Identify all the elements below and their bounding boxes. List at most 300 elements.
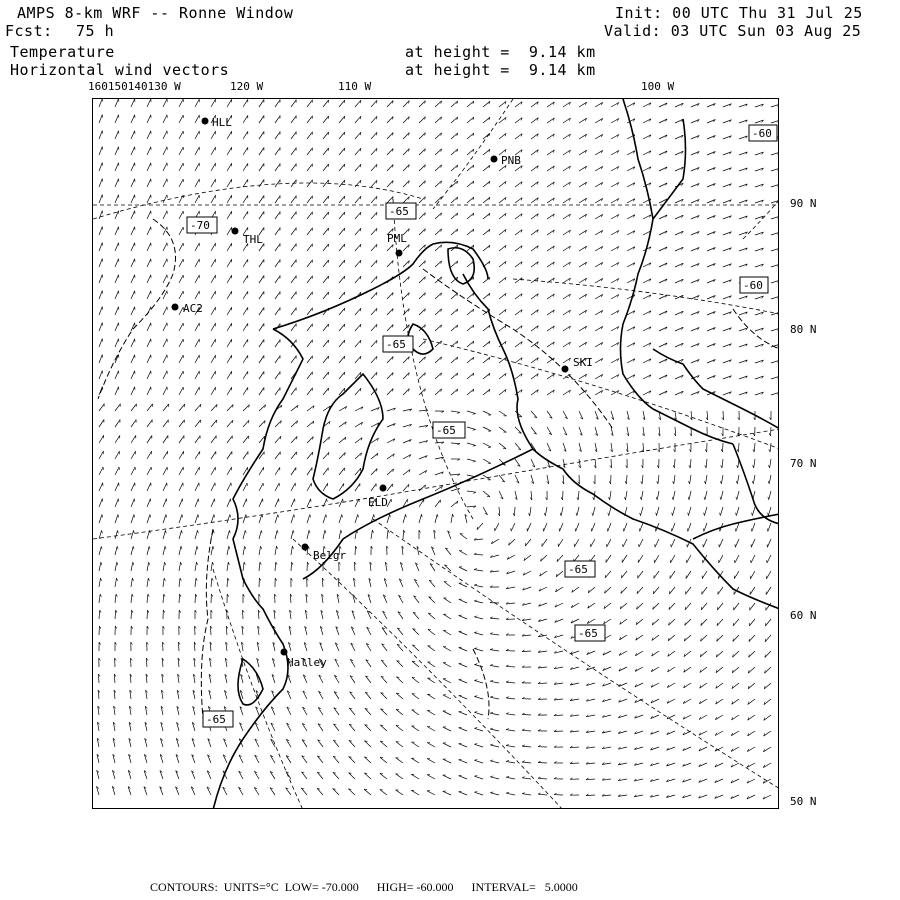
wind-vector (734, 571, 739, 579)
wind-vector (765, 619, 771, 626)
wind-vector (451, 373, 458, 379)
wind-vector-head (149, 546, 150, 549)
wind-vector (684, 651, 691, 657)
wind-vector (689, 491, 691, 500)
wind-vector (291, 260, 296, 267)
wind-vector-head (117, 546, 118, 549)
wind-vector (291, 452, 297, 459)
wind-vector (131, 291, 135, 299)
wind-vector (259, 148, 264, 156)
wind-vector-head (753, 465, 754, 468)
wind-vector-head (768, 497, 769, 500)
lat-label: 90 N (790, 197, 817, 210)
wind-vector (243, 99, 248, 107)
wind-vector (427, 759, 435, 763)
wind-vector (99, 259, 102, 267)
wind-vector (259, 276, 264, 284)
wind-vector (115, 387, 119, 395)
wind-vector (459, 615, 467, 619)
wind-vector (211, 546, 213, 555)
wind-vector (490, 713, 499, 715)
wind-vector (499, 411, 507, 416)
wind-vector (291, 530, 293, 539)
wind-vector-head (474, 680, 477, 681)
wind-vector (419, 373, 425, 379)
wind-vector (339, 530, 341, 539)
wind-vector-head (181, 546, 182, 549)
wind-vector (687, 555, 691, 563)
wind-vector (474, 776, 483, 779)
wind-vector (259, 515, 262, 524)
wind-vector (371, 469, 377, 476)
wind-vector (243, 291, 248, 299)
wind-vector (323, 356, 329, 363)
wind-vector (147, 371, 151, 379)
contour-label: -60 (752, 127, 772, 140)
wind-vector (371, 164, 377, 171)
wind-vector (99, 562, 101, 571)
wind-vector (443, 775, 451, 779)
wind-vector-head (228, 562, 229, 565)
wind-vector (704, 507, 707, 516)
wind-vector (195, 355, 199, 363)
wind-vector-head (474, 760, 477, 761)
wind-vector (195, 339, 199, 347)
wind-vector (685, 619, 691, 625)
wind-vector (733, 635, 739, 642)
wind-vector (643, 443, 644, 452)
wind-vector (380, 757, 387, 763)
wind-vector (560, 523, 564, 531)
meridian-line (373, 519, 779, 789)
wind-vector (179, 371, 183, 379)
wind-vector (131, 243, 135, 251)
wind-vector (243, 515, 246, 524)
wind-vector (195, 404, 201, 411)
wind-vector (275, 340, 280, 347)
wind-vector (131, 499, 134, 507)
wind-vector (443, 679, 451, 683)
wind-vector (355, 308, 361, 315)
wind-vector (767, 571, 772, 579)
wind-vector (381, 676, 387, 683)
wind-vector-head (459, 743, 462, 744)
contour-line (98, 219, 176, 399)
wind-vector-head (437, 514, 438, 517)
wind-vector (652, 619, 659, 625)
wind-vector (419, 149, 425, 155)
wind-vector (443, 743, 451, 747)
wind-vector (413, 612, 419, 619)
wind-vector (322, 578, 323, 587)
wind-vector (227, 355, 232, 363)
wind-vector (179, 562, 181, 571)
wind-vector (115, 195, 119, 203)
wind-vector (131, 323, 135, 331)
wind-vector-head (278, 515, 279, 518)
wind-vector-head (768, 481, 769, 484)
wind-vector (467, 491, 476, 492)
wind-vector (115, 515, 118, 524)
wind-vector (588, 587, 595, 593)
wind-vector (339, 164, 345, 171)
wind-vector (243, 179, 248, 187)
wind-vector (690, 475, 691, 484)
wind-vector-head (102, 99, 103, 102)
wind-vector (754, 443, 755, 452)
wind-vector (323, 276, 329, 283)
wind-vector (530, 507, 531, 516)
wind-vector (499, 475, 505, 482)
wind-vector-head (198, 499, 199, 502)
wind-vector (227, 371, 232, 379)
parallel-line (93, 183, 423, 219)
wind-vector (657, 507, 660, 516)
wind-vector-head (102, 515, 103, 518)
contour-line (423, 269, 613, 429)
wind-vector (355, 116, 361, 123)
wind-vector (483, 411, 491, 415)
wind-vector (307, 499, 311, 507)
wind-vector (291, 324, 296, 331)
wind-vector-head (474, 584, 477, 585)
wind-vector (636, 619, 643, 625)
wind-vector (752, 523, 755, 531)
wind-vector (387, 117, 393, 124)
wind-vector (655, 539, 659, 547)
wind-vector (703, 539, 707, 547)
wind-vector (490, 777, 499, 779)
wind-vector (765, 667, 772, 673)
wind-vector (163, 530, 166, 539)
wind-vector (429, 580, 435, 587)
wind-vector (654, 571, 659, 578)
wind-vector (428, 662, 435, 667)
wind-vector (147, 179, 151, 187)
wind-vector (506, 666, 515, 667)
wind-vector (323, 468, 328, 475)
wind-vector (99, 546, 101, 555)
wind-vector (275, 164, 280, 171)
wind-vector (195, 515, 198, 524)
wind-vector (291, 292, 296, 299)
wind-vector (371, 132, 377, 139)
wind-vector (243, 131, 248, 139)
wind-vector (387, 357, 393, 364)
wind-vector (443, 647, 451, 651)
wind-vector (506, 698, 515, 699)
wind-vector (99, 594, 100, 603)
wind-vector-head (102, 179, 103, 182)
contour-label: -65 (436, 424, 456, 437)
station-label: SKI (573, 356, 593, 369)
wind-vector (704, 523, 707, 531)
wind-vector (259, 180, 264, 188)
wind-vector (412, 742, 420, 747)
wind-vector (275, 308, 280, 315)
wind-vector (474, 554, 483, 555)
wind-vector (131, 355, 135, 363)
model-title: AMPS 8-km WRF -- Ronne Window (17, 4, 294, 22)
wind-vector (490, 745, 499, 747)
wind-vector-head (102, 339, 103, 342)
wind-vector (275, 562, 276, 571)
wind-vector-head (473, 492, 476, 493)
wind-vector (620, 603, 627, 609)
wind-vector (243, 546, 245, 555)
wind-vector (227, 99, 232, 107)
station-label: Halley (287, 656, 327, 669)
wind-vector (163, 307, 167, 315)
wind-vector (339, 468, 345, 475)
wind-vector-head (656, 497, 657, 500)
wind-vector (307, 388, 313, 395)
wind-vector (323, 196, 329, 203)
wind-vector (323, 340, 329, 347)
station-label: ELD (368, 496, 388, 509)
wind-vector (355, 514, 358, 523)
wind-vector (275, 260, 280, 267)
wind-vector (403, 149, 409, 155)
wind-vector (243, 452, 248, 459)
wind-vector (538, 763, 547, 764)
wind-vector (147, 131, 151, 139)
wind-vector-head (506, 729, 509, 730)
wind-vector (750, 571, 755, 579)
wind-vector (323, 164, 329, 171)
wind-vector-head (134, 530, 135, 533)
wind-vector (99, 499, 102, 507)
wind-vector (380, 741, 387, 747)
wind-vector (459, 599, 467, 603)
wind-vector (467, 325, 474, 331)
wind-vector (259, 421, 265, 428)
wind-vector (576, 523, 579, 531)
wind-vector (688, 507, 691, 516)
wind-vector-head (164, 578, 165, 581)
wind-vector (195, 530, 198, 539)
wind-vector (227, 420, 233, 427)
wind-vector (490, 650, 499, 651)
wind-vector (307, 132, 313, 139)
wind-vector (163, 195, 167, 203)
wind-vector (768, 507, 771, 516)
wind-vector (291, 468, 296, 476)
wind-vector (131, 99, 135, 107)
contour-label: -65 (568, 563, 588, 576)
wind-vector (706, 459, 707, 468)
wind-vector (291, 212, 296, 219)
wind-vector-head (459, 679, 462, 680)
wind-vector (474, 570, 483, 571)
contour-label: -65 (206, 713, 226, 726)
wind-vector-head (609, 497, 610, 500)
wind-vector (339, 100, 345, 107)
wind-vector (467, 101, 474, 107)
wind-vector (259, 546, 261, 555)
contour-label: -60 (743, 279, 763, 292)
wind-vector (195, 195, 199, 203)
wind-vector-head (148, 578, 149, 581)
wind-vector (259, 340, 264, 348)
wind-vector (364, 789, 371, 795)
wind-vector-head (166, 515, 167, 518)
wind-vector (769, 491, 771, 500)
wind-vector (672, 523, 675, 531)
wind-vector (115, 483, 119, 491)
wind-vector-head (102, 323, 103, 326)
wind-vector (419, 133, 425, 139)
wind-vector (115, 115, 119, 123)
wind-vector (483, 149, 490, 155)
wind-vector-head (703, 528, 704, 531)
wind-vector (609, 507, 611, 516)
wind-vector (115, 179, 119, 187)
wind-vector (227, 323, 232, 331)
wind-vector (574, 539, 579, 547)
wind-vector-head (134, 515, 135, 518)
wind-vector (339, 453, 345, 460)
wind-vector (227, 436, 232, 443)
wind-vector (767, 539, 771, 547)
wind-vector-head (639, 528, 640, 531)
wind-vector (387, 165, 393, 172)
wind-vector (403, 133, 409, 139)
wind-vector-head (623, 528, 624, 531)
wind-vector (291, 483, 295, 491)
wind-vector (195, 291, 199, 299)
wind-vector (654, 555, 659, 563)
wind-vector-head (294, 515, 295, 518)
wind-vector-head (474, 712, 477, 713)
wind-vector (459, 792, 467, 795)
lat-labels (780, 0, 900, 900)
wind-vector (259, 405, 266, 411)
wind-vector-head (118, 515, 119, 518)
peninsula-coast (733, 444, 779, 524)
wind-vector-head (277, 530, 278, 533)
wind-vector-head (490, 649, 493, 650)
wind-vector (163, 355, 167, 363)
wind-vector-head (592, 513, 593, 516)
wind-vector (195, 594, 196, 603)
wind-vector (163, 483, 167, 491)
wind-vector (307, 292, 313, 299)
wind-vector (323, 452, 329, 459)
wind-vector (99, 578, 101, 587)
wind-vector (323, 260, 329, 267)
wind-vector (381, 693, 387, 699)
wind-vector-head (768, 513, 769, 516)
meridian-line (213, 569, 303, 809)
wind-vector-head (490, 776, 493, 777)
wind-vector (387, 245, 393, 252)
wind-vector (355, 132, 361, 139)
station-dot (491, 156, 498, 163)
wind-vector (227, 452, 232, 460)
wind-vector (477, 523, 483, 530)
peninsula-coast (653, 119, 686, 219)
wind-vector (459, 551, 467, 555)
wind-vector (419, 101, 425, 107)
wind-vector (323, 499, 327, 507)
wind-vector (163, 243, 167, 251)
wind-vector-head (544, 513, 545, 516)
wind-vector (451, 514, 453, 523)
lat-label: 80 N (790, 323, 817, 336)
wind-vector (403, 389, 409, 395)
wind-vector-head (459, 663, 462, 664)
station-dot (202, 118, 209, 125)
wind-vector (419, 229, 425, 235)
wind-vector-head (101, 562, 102, 565)
wind-vector (163, 339, 167, 347)
wind-vector (738, 443, 739, 452)
wind-vector (307, 116, 313, 123)
wind-vector (131, 530, 134, 539)
wind-vector (275, 148, 280, 155)
wind-vector (179, 436, 184, 443)
wind-vector (307, 356, 313, 363)
wind-vector (427, 743, 435, 747)
wind-vector (317, 772, 323, 779)
wind-vector (626, 491, 628, 500)
coastline-west (213, 329, 303, 809)
wind-vector-head (506, 776, 509, 777)
wind-vector (474, 728, 483, 731)
wind-vector (412, 726, 419, 731)
wind-vector (764, 683, 771, 689)
wind-vector (99, 355, 102, 363)
wind-vector (490, 665, 499, 667)
wind-vector-head (473, 430, 476, 431)
wind-vector (243, 530, 245, 539)
wind-vector (195, 562, 197, 571)
wind-vector (115, 291, 119, 299)
lon-label: 160150140130 W (88, 80, 181, 93)
wind-vector (717, 635, 723, 641)
wind-vector (131, 387, 135, 395)
wind-vector (211, 387, 216, 395)
wind-vector (243, 562, 244, 571)
wind-vector (227, 275, 232, 283)
wind-vector (179, 99, 183, 107)
wind-vector (748, 683, 755, 689)
wind-vector (467, 293, 474, 299)
wind-vector (467, 427, 476, 430)
wind-vector (451, 261, 458, 267)
wind-vector (147, 323, 151, 331)
wind-vector (451, 213, 458, 219)
wind-vector (622, 555, 627, 563)
wind-vector (412, 645, 419, 651)
wind-vector-head (101, 546, 102, 549)
wind-vector-head (704, 497, 705, 500)
wind-vector-head (704, 481, 705, 484)
wind-vector (339, 340, 345, 347)
wind-vector (211, 339, 216, 347)
wind-vector (734, 603, 740, 610)
wind-vector (339, 116, 345, 123)
wind-vector (769, 475, 771, 484)
wind-vector (147, 259, 151, 267)
wind-vector (179, 515, 182, 524)
wind-vector (483, 277, 490, 283)
wind-vector-head (117, 578, 118, 581)
wind-vector (427, 775, 435, 779)
wind-vector (623, 539, 627, 547)
wind-vector-head (293, 530, 294, 533)
